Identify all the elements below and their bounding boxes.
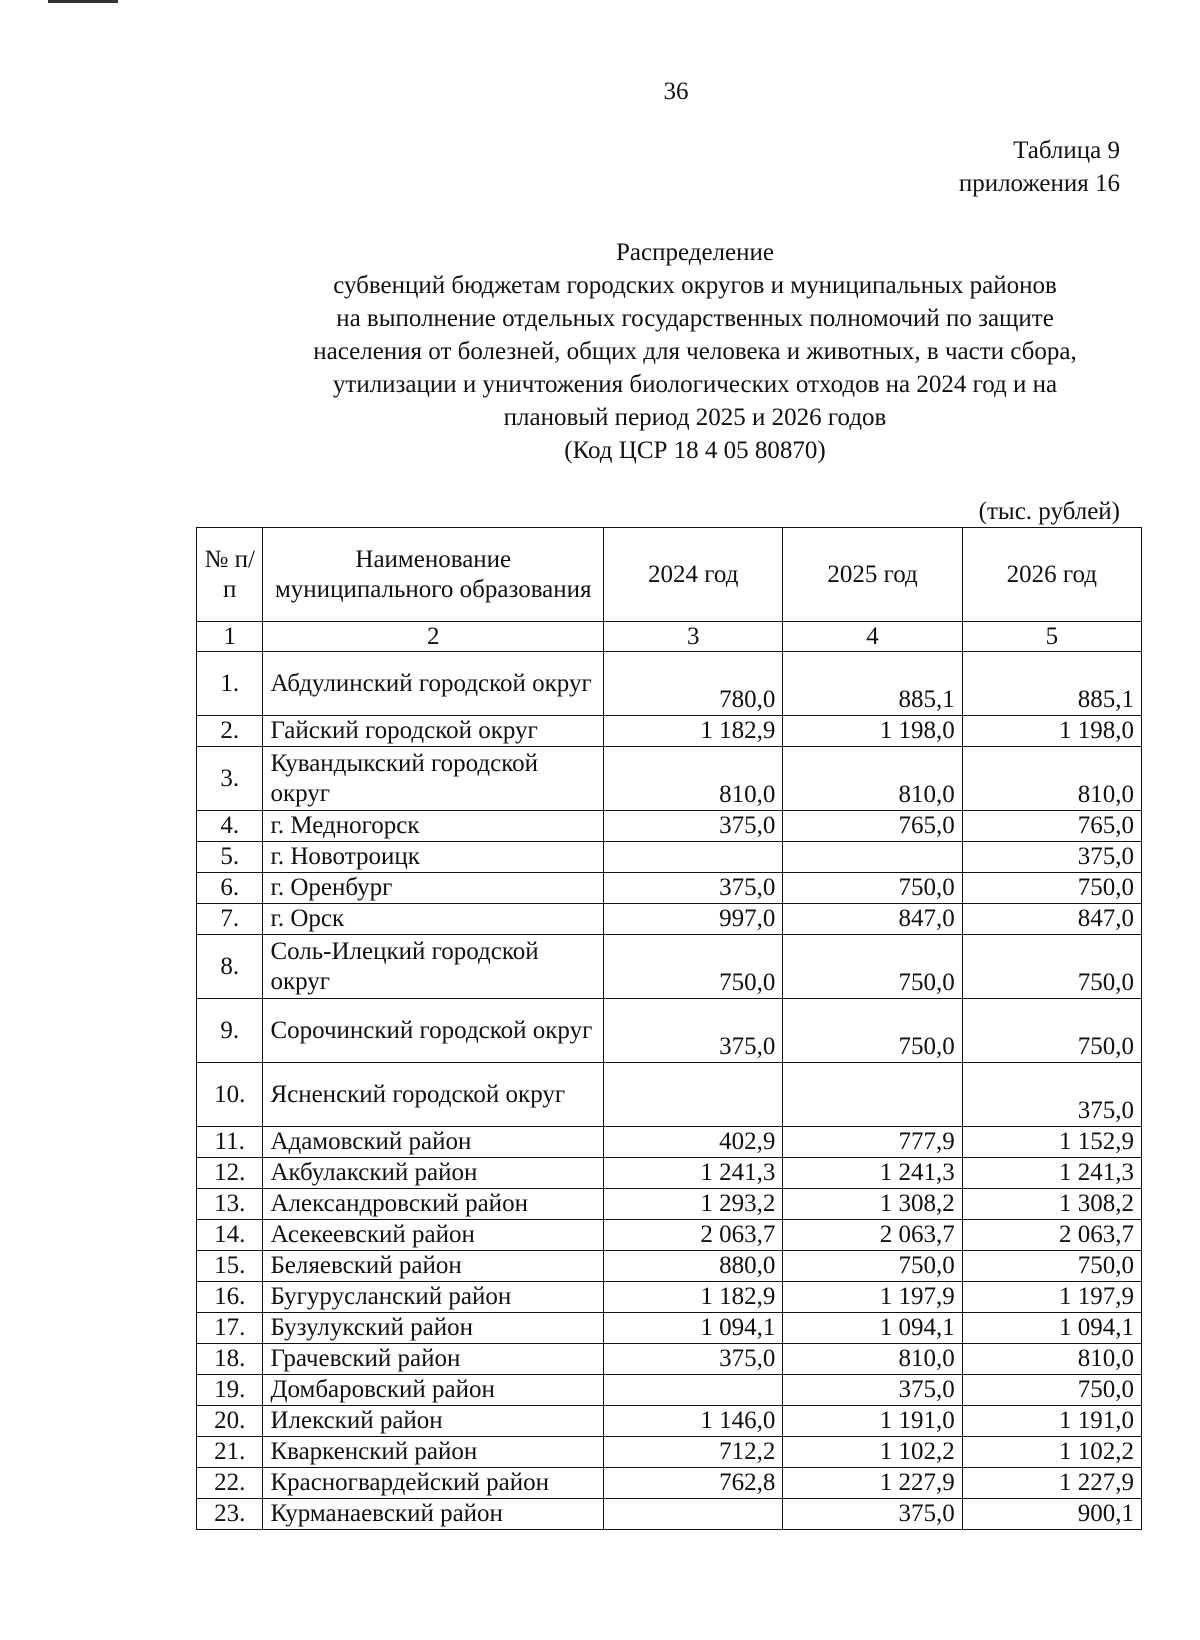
- row-index: 23.: [197, 1499, 263, 1530]
- column-number: 4: [783, 622, 962, 652]
- row-index: 18.: [197, 1344, 263, 1375]
- municipality-name: Асекеевский район: [263, 1220, 604, 1251]
- municipality-name: Беляевский район: [263, 1251, 604, 1282]
- row-index: 11.: [197, 1127, 263, 1158]
- row-index: 1.: [197, 652, 263, 716]
- value-2024: 402,9: [604, 1127, 783, 1158]
- value-2026: 1 191,0: [962, 1406, 1141, 1437]
- table-row: [197, 1406, 1142, 1437]
- caption-table-number: Таблица 9: [1013, 137, 1120, 164]
- value-2026: 885,1: [962, 652, 1141, 716]
- value-2025: [783, 1063, 962, 1127]
- value-2024: 375,0: [604, 1344, 783, 1375]
- table-row: [197, 935, 1142, 999]
- value-2026: 2 063,7: [962, 1220, 1141, 1251]
- value-2025: 1 094,1: [783, 1313, 962, 1344]
- table-row: [197, 1313, 1142, 1344]
- value-2026: 750,0: [962, 935, 1141, 999]
- row-index: 8.: [197, 935, 263, 999]
- title-line: плановый период 2025 и 2026 годов: [503, 404, 887, 431]
- value-2024: 1 241,3: [604, 1158, 783, 1189]
- row-index: 12.: [197, 1158, 263, 1189]
- table-row: [197, 1063, 1142, 1127]
- column-number-row: [197, 622, 1142, 652]
- value-2026: 847,0: [962, 904, 1141, 935]
- value-2024: 1 146,0: [604, 1406, 783, 1437]
- value-2025: 750,0: [783, 873, 962, 904]
- value-2024: 1 182,9: [604, 716, 783, 747]
- row-index: 4.: [197, 811, 263, 842]
- row-index: 17.: [197, 1313, 263, 1344]
- value-2026: 1 197,9: [962, 1282, 1141, 1313]
- value-2026: 375,0: [962, 1063, 1141, 1127]
- document-title: [190, 236, 1200, 467]
- value-2025: [783, 842, 962, 873]
- row-index: 7.: [197, 904, 263, 935]
- municipality-name: г. Орск: [263, 904, 604, 935]
- value-2026: 1 094,1: [962, 1313, 1141, 1344]
- table-row: [197, 842, 1142, 873]
- column-number: 3: [604, 622, 783, 652]
- value-2025: 750,0: [783, 935, 962, 999]
- title-line: населения от болезней, общих для человека и животных, в части сбора,: [313, 338, 1077, 365]
- table-row: [197, 873, 1142, 904]
- title-line: утилизации и уничтожения биологических отходов на 2024 год и на: [332, 371, 1058, 398]
- municipality-name: Александровский район: [263, 1189, 604, 1220]
- value-2024: [604, 1499, 783, 1530]
- table-row: [197, 1375, 1142, 1406]
- column-number: 5: [962, 622, 1141, 652]
- table-row: [197, 1499, 1142, 1530]
- value-2025: 1 197,9: [783, 1282, 962, 1313]
- municipality-name: Абдулинский городской округ: [263, 652, 604, 716]
- value-2025: 1 308,2: [783, 1189, 962, 1220]
- value-2025: 1 241,3: [783, 1158, 962, 1189]
- municipality-name: Ясненский городской округ: [263, 1063, 604, 1127]
- value-2025: 1 191,0: [783, 1406, 962, 1437]
- value-2026: 1 241,3: [962, 1158, 1141, 1189]
- value-2024: [604, 842, 783, 873]
- header-2024: 2024 год: [604, 528, 783, 622]
- municipality-name: г. Новотроицк: [263, 842, 604, 873]
- municipality-name: Кваркенский район: [263, 1437, 604, 1468]
- table-body: [197, 652, 1142, 1530]
- header-2026: 2026 год: [962, 528, 1141, 622]
- value-2024: 1 182,9: [604, 1282, 783, 1313]
- value-2024: 880,0: [604, 1251, 783, 1282]
- value-2026: 750,0: [962, 1375, 1141, 1406]
- title-line: субвенций бюджетам городских округов и муниципальных районов: [333, 272, 1057, 299]
- table-row: [197, 1344, 1142, 1375]
- municipality-name: Акбулакский район: [263, 1158, 604, 1189]
- municipality-name: Красногвардейский район: [263, 1468, 604, 1499]
- value-2024: 2 063,7: [604, 1220, 783, 1251]
- municipality-name: Домбаровский район: [263, 1375, 604, 1406]
- table-header-row: [197, 528, 1142, 622]
- row-index: 3.: [197, 747, 263, 811]
- table-row: [197, 652, 1142, 716]
- row-index: 5.: [197, 842, 263, 873]
- title-line: на выполнение отдельных государственных полномочий по защите: [336, 305, 1054, 332]
- header-index: № п/п: [197, 528, 263, 622]
- value-2025: 810,0: [783, 1344, 962, 1375]
- value-2024: 997,0: [604, 904, 783, 935]
- table-row: [197, 1220, 1142, 1251]
- municipality-name: Соль-Илецкий городской округ: [263, 935, 604, 999]
- table-caption: [959, 134, 1120, 200]
- value-2024: 375,0: [604, 811, 783, 842]
- municipality-name: Бугурусланский район: [263, 1282, 604, 1313]
- municipality-name: Кувандыкский городской округ: [263, 747, 604, 811]
- value-2024: 1 293,2: [604, 1189, 783, 1220]
- value-2026: 1 152,9: [962, 1127, 1141, 1158]
- title-line: (Код ЦСР 18 4 05 80870): [564, 437, 826, 464]
- value-2024: 375,0: [604, 999, 783, 1063]
- row-index: 13.: [197, 1189, 263, 1220]
- row-index: 16.: [197, 1282, 263, 1313]
- scan-artifact: [48, 0, 118, 3]
- row-index: 21.: [197, 1437, 263, 1468]
- value-2026: 900,1: [962, 1499, 1141, 1530]
- row-index: 15.: [197, 1251, 263, 1282]
- value-2026: 765,0: [962, 811, 1141, 842]
- row-index: 2.: [197, 716, 263, 747]
- page-number: 36: [663, 78, 689, 105]
- municipality-name: Гайский городской округ: [263, 716, 604, 747]
- table-row: [197, 1468, 1142, 1499]
- value-2024: 750,0: [604, 935, 783, 999]
- table-row: [197, 904, 1142, 935]
- value-2025: 777,9: [783, 1127, 962, 1158]
- value-2025: 1 198,0: [783, 716, 962, 747]
- value-2025: 810,0: [783, 747, 962, 811]
- row-index: 10.: [197, 1063, 263, 1127]
- value-2025: 750,0: [783, 999, 962, 1063]
- value-2026: 375,0: [962, 842, 1141, 873]
- value-2026: 810,0: [962, 1344, 1141, 1375]
- table-row: [197, 1251, 1142, 1282]
- column-number: 2: [263, 622, 604, 652]
- value-2025: 2 063,7: [783, 1220, 962, 1251]
- row-index: 19.: [197, 1375, 263, 1406]
- value-2026: 750,0: [962, 1251, 1141, 1282]
- table-row: [197, 1158, 1142, 1189]
- value-2025: 375,0: [783, 1375, 962, 1406]
- value-2026: 1 198,0: [962, 716, 1141, 747]
- value-2025: 1 227,9: [783, 1468, 962, 1499]
- title-line: Распределение: [616, 239, 774, 266]
- column-number: 1: [197, 622, 263, 652]
- caption-appendix: приложения 16: [958, 170, 1120, 197]
- table-row: [197, 1189, 1142, 1220]
- header-name: Наименование муниципального образования: [263, 528, 604, 622]
- value-2026: 810,0: [962, 747, 1141, 811]
- municipality-name: Илекский район: [263, 1406, 604, 1437]
- table-row: [197, 1282, 1142, 1313]
- value-2025: 765,0: [783, 811, 962, 842]
- value-2025: 847,0: [783, 904, 962, 935]
- table-row: [197, 811, 1142, 842]
- subvention-table: [196, 527, 1142, 1530]
- value-2025: 750,0: [783, 1251, 962, 1282]
- municipality-name: Адамовский район: [263, 1127, 604, 1158]
- units-label: (тыс. рублей): [978, 498, 1120, 525]
- value-2024: [604, 1375, 783, 1406]
- value-2024: 712,2: [604, 1437, 783, 1468]
- value-2024: [604, 1063, 783, 1127]
- row-index: 9.: [197, 999, 263, 1063]
- municipality-name: Бузулукский район: [263, 1313, 604, 1344]
- municipality-name: г. Оренбург: [263, 873, 604, 904]
- table-row: [197, 1437, 1142, 1468]
- municipality-name: Курманаевский район: [263, 1499, 604, 1530]
- value-2024: 1 094,1: [604, 1313, 783, 1344]
- table-row: [197, 1127, 1142, 1158]
- row-index: 22.: [197, 1468, 263, 1499]
- value-2026: 1 308,2: [962, 1189, 1141, 1220]
- table-row: [197, 999, 1142, 1063]
- municipality-name: Сорочинский городской округ: [263, 999, 604, 1063]
- row-index: 20.: [197, 1406, 263, 1437]
- row-index: 14.: [197, 1220, 263, 1251]
- value-2024: 780,0: [604, 652, 783, 716]
- value-2025: 885,1: [783, 652, 962, 716]
- value-2024: 375,0: [604, 873, 783, 904]
- value-2024: 762,8: [604, 1468, 783, 1499]
- value-2026: 750,0: [962, 873, 1141, 904]
- municipality-name: г. Медногорск: [263, 811, 604, 842]
- value-2026: 1 102,2: [962, 1437, 1141, 1468]
- row-index: 6.: [197, 873, 263, 904]
- value-2026: 750,0: [962, 999, 1141, 1063]
- value-2024: 810,0: [604, 747, 783, 811]
- table-row: [197, 716, 1142, 747]
- value-2025: 1 102,2: [783, 1437, 962, 1468]
- header-2025: 2025 год: [783, 528, 962, 622]
- municipality-name: Грачевский район: [263, 1344, 604, 1375]
- table-row: [197, 747, 1142, 811]
- value-2026: 1 227,9: [962, 1468, 1141, 1499]
- value-2025: 375,0: [783, 1499, 962, 1530]
